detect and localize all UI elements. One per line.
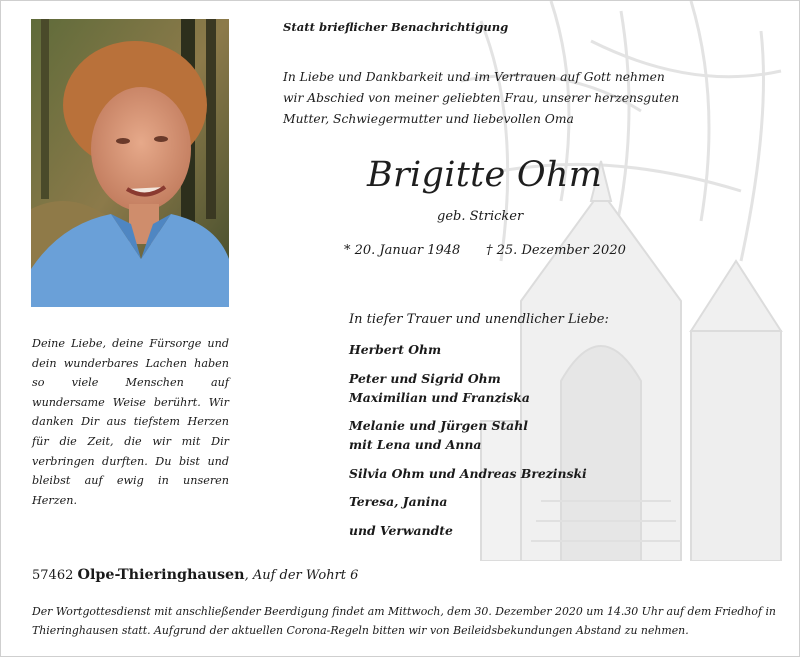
- mourner-line: mit Lena und Anna: [349, 437, 482, 452]
- mourner-entry: [349, 464, 649, 483]
- mourner-line: Maximilian und Franziska: [349, 389, 530, 405]
- intro-line: In Liebe und Dankbarkeit und im Vertrauen auf Gott nehmen: [283, 70, 665, 84]
- service-line: Thieringhausen statt. Aufgrund der aktuellen Corona-Regeln bitten wir von Beileidsbekundungen Abstand zu nehmen.: [32, 624, 689, 637]
- birth-date: * 20. Januar 1948: [344, 243, 461, 258]
- intro-line: Mutter, Schwiegermutter und liebevollen Oma: [283, 111, 574, 126]
- funeral-service-info: [32, 602, 792, 640]
- notice-kicker: Statt brieflicher Benachrichtigung: [283, 20, 509, 34]
- mourner-line: und Verwandte: [349, 522, 453, 538]
- family-address: [32, 567, 358, 583]
- mourner-entry: [349, 340, 649, 359]
- maiden-name: geb. Stricker: [437, 209, 524, 224]
- quote-line: mit Dir verbringen durften. Du bist: [32, 434, 229, 468]
- mourner-line: Silvia Ohm und Andreas Brezinski: [349, 465, 587, 481]
- quote-line: dein wunderbares Lachen haben so: [32, 356, 229, 390]
- mourner-line: Peter und Sigrid Ohm: [349, 370, 501, 386]
- mourner-entry: [349, 369, 649, 407]
- mourner-line: Herbert Ohm: [349, 342, 442, 357]
- mourner-line: Melanie und Jürgen Stahl: [349, 418, 528, 433]
- quote-line: Herzen.: [32, 493, 78, 507]
- intro-line: wir Abschied von meiner geliebten Frau, unserer herzensguten: [283, 90, 680, 105]
- deceased-name: Brigitte Ohm: [367, 155, 603, 195]
- mourners-list: [349, 340, 649, 549]
- intro-text: [283, 67, 703, 129]
- quote-line: Weise berührt. Wir danken Dir aus: [32, 395, 229, 429]
- quote-line: viele Menschen auf wundersame: [32, 376, 229, 409]
- service-line: Der Wortgottesdienst mit anschließender Beerdigung findet am Mittwoch, dem 30. Dezember 2020 um 14.30 Uhr auf dem Friedhof in: [32, 605, 776, 618]
- mourner-line: Teresa, Janina: [349, 494, 448, 509]
- portrait-photo: [31, 19, 229, 307]
- memorial-quote: [32, 334, 229, 510]
- quote-line: Deine Liebe, deine Fürsorge und: [32, 337, 229, 350]
- mourning-heading: In tiefer Trauer und unendlicher Liebe:: [349, 312, 609, 327]
- address-town: Olpe-Thieringhausen: [77, 567, 245, 583]
- death-date: † 25. Dezember 2020: [486, 243, 626, 258]
- mourner-entry: [349, 492, 649, 511]
- mourner-entry: [349, 521, 649, 540]
- quote-line: tiefstem Herzen für die Zeit, die wir: [32, 415, 229, 448]
- mourner-entry: [349, 416, 649, 454]
- quote-line: und bleibst auf ewig in unseren: [32, 454, 230, 488]
- address-zip: 57462: [32, 568, 74, 583]
- address-street: , Auf der Wohrt 6: [244, 568, 359, 583]
